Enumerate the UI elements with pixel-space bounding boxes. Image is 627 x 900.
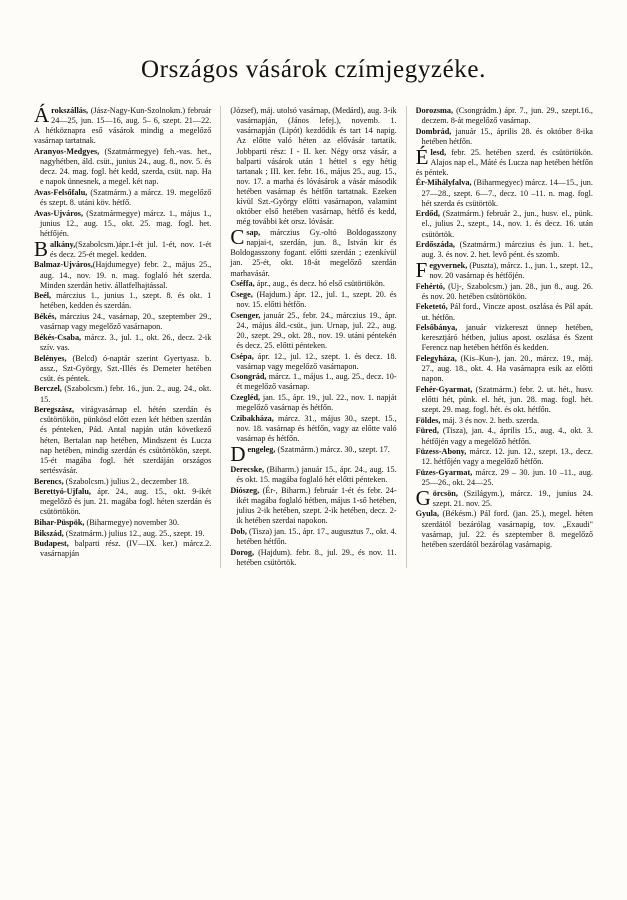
entry-detail: (Szatmárm.) márczius és jun. 1. het., aug. 3. és nov. 2. het. levő pént. és szomb. <box>421 240 593 260</box>
directory-entry <box>34 539 211 559</box>
entry-name: Derecske, <box>230 465 265 475</box>
entry-detail: Pál ford., Vincze apost. oszlása és Pál apát. ut. hétfőn. <box>421 302 593 322</box>
entry-name: engeleg, <box>247 444 276 454</box>
entry-name: Füzess-Abony, <box>415 447 467 457</box>
entry-detail: máj. 3 és nov. 2. hetb. szerda. <box>440 415 540 425</box>
entry-detail: (Szilágym.), márcz. 19., junius 24. szept. 21. nov. 25. <box>432 488 593 508</box>
entry-name: alkány, <box>50 239 76 249</box>
entry-name: Czibakháza, <box>230 413 274 423</box>
entry-detail: (Tisza) jan. 15., ápr. 17., augusztus 7., okt. 4. hetében hétfőn. <box>236 526 397 546</box>
directory-entry <box>34 236 212 261</box>
entry-name: Beregszász, <box>34 405 75 415</box>
entry-name: Ér-Mihályfalva, <box>415 178 472 188</box>
directory-entry <box>416 468 593 488</box>
directory-entry <box>34 384 211 404</box>
entry-detail: (Belcd) ó-naptár szerint Gyertyasz. b. assz., Szt-György, Szt.-Illés és Demeter hetében csüt. és péntek. <box>40 353 212 383</box>
entry-detail: (Szatmárm.) julius 12., aug. 25., szept. 19. <box>63 528 205 538</box>
entry-detail: virágvasárnap el. hétén szerdán és csütörtökön, pünkösd előtt ezen két hétben szerdán és pénteken, Pád. Antal napján után következő héten, Bertalan nap hetében, Mindszent és Lucza nap hetében, mindig szerdán és csütörtökön, szept. 15-ét magába fogl. hét szerdáján országos sertésvásár. <box>40 405 212 475</box>
directory-entry <box>416 447 593 467</box>
entry-name: Aranyos-Medgyes, <box>34 147 100 156</box>
directory-entry <box>34 209 211 239</box>
entry-name: Fehér-Gyarmat, <box>415 384 473 394</box>
entry-name: Felegyháza, <box>415 354 457 363</box>
entry-detail: febr. 25. hetében szerd. és csütörtökön. Alajos nap el., Máté és Lucza nap hetében hétfőn és péntek. <box>415 147 593 177</box>
directory-entry <box>230 441 396 466</box>
directory-entry <box>230 372 396 392</box>
entry-detail: (Szatmárm.) febr. 2. ut. hét., husv. előtti hét, pünk. el. hét, jun. 28. mag. fogl. hét. szept. 29. mag. fogl. hét. és okt. hétfőn. <box>421 384 593 415</box>
entry-detail: (Uj-, Szabolcsm.) jan. 28., jun 8., aug. 26. és nov. 20. hetében csütörtökön. <box>421 281 593 301</box>
entry-detail: márcz. 1., május 1., aug. 25., decz. 10-ét megelőző vasárnap. <box>236 372 397 392</box>
entry-name: Dombrád, <box>415 126 452 136</box>
entry-name: Földes, <box>415 415 441 425</box>
entry-detail: január 15., április 28. és október 8-ika hetében hétfőn. <box>421 126 593 146</box>
entry-name: Belényes, <box>34 353 67 363</box>
entry-name: Avas-Ujváros, <box>34 208 84 218</box>
entry-detail: (Ér-, Biharm.) február 1-ét és febr. 24-ikét magába foglaló hétben, május 1-ső hetében, julius 2-ik hetében, szept. 2-ik hetében, decz. 2-ik hetében szerdai napokon. <box>236 485 397 526</box>
directory-entry <box>34 188 211 208</box>
text-column-2 <box>220 106 406 568</box>
entry-dropcap: Á <box>34 103 50 127</box>
entry-detail: (Szabolcsm.)ápr.1-ét jul. 1-ét, nov. 1-ét és decz. 25-ét megel. kedden. <box>50 239 212 259</box>
directory-entry <box>416 106 593 126</box>
entry-detail: (Szatmárm.) a márcz. 19. megelőző és szept. 8. utáni köv. hétfő. <box>40 188 212 208</box>
entry-dropcap: C <box>230 225 245 249</box>
directory-entry <box>230 414 396 444</box>
entry-dropcap: F <box>415 257 428 282</box>
entry-name: Cséffa, <box>230 279 255 289</box>
directory-entry <box>416 302 593 322</box>
directory-entry <box>415 485 593 510</box>
directory-entry <box>34 260 211 290</box>
directory-entry <box>34 487 211 517</box>
entry-name: Gyula, <box>415 509 440 519</box>
directory-entry <box>230 393 396 413</box>
directory-entry <box>416 509 593 550</box>
entry-name: egyvernek, <box>429 260 468 270</box>
entry-detail: márcz. 29 – 30. jun. 10 –11., aug. 25—26., okt. 24—25. <box>421 467 593 487</box>
entry-detail: jan. 15., ápr. 19., jul. 22., nov. 1. napját megelőző vasárnap és hétfőn. <box>236 393 397 413</box>
entry-detail: január 25., febr. 24., márczius 19., ápr. 24., május áld.-csüt., jun. Urnap, jul. 22., aug. 20., szept. 29., okt. 28., nov. 19. utáni péntekén és decz. 25. előtti pénteken. <box>236 310 397 350</box>
directory-entry <box>416 282 593 302</box>
page-title: Országos vásárok czímjegyzéke. <box>141 56 486 83</box>
entry-detail: márcz. 3., jul. 1., okt. 26., decz. 2-ik szív. vas. <box>40 332 212 352</box>
directory-entry <box>416 416 593 426</box>
directory-entry <box>230 311 396 352</box>
entry-detail: márcz. 31., május 30., szept. 15., nov. 18. vasárnap és hétfőn, vagy az előtte való vasárnap és hétfőn. <box>236 413 397 443</box>
entry-name: Dob, <box>230 526 247 536</box>
entry-name: rokszállás, <box>51 106 89 115</box>
directory-entry <box>34 518 211 528</box>
entry-detail: (József), máj. utolsó vasárnap, (Medárd), aug. 3-ik vasárnapján, (János lefej.), novemb. 1. vasárnapján (Lipót) kezdődik és tart 14 napig. Az előtte való héten az elővásár tartatik. Jobbparti rész: I - II. ker. Négy orsz vásár, a balparti vásárok után 1 héttel s egy hétig tartanak ; III. ker. febr. 16., május 25., aug. 15., nov. 17. a marha és lóvásárok a vásár második hetében vasárnap és hétfőn tartatnak. Ezeken kívül Szt.-György előtti vasárnapon, valamint október első hetében vasárnap, hétfő és kedd, még további két orsz. lóvásár. <box>230 106 397 227</box>
entry-detail: (Szatmárm.) márcz. 30., szept. 17. <box>275 444 390 454</box>
entry-name: Czegléd, <box>230 393 261 402</box>
directory-entry <box>230 465 396 485</box>
entry-detail: márczius 24., vasárnap, 20., szeptember 29., vasárnap vagy megelőző vasárnapon. <box>40 312 212 332</box>
column-container <box>34 103 593 568</box>
directory-entry <box>34 354 211 384</box>
entry-name: Füzes-Gyarmat, <box>415 467 473 477</box>
entry-name: Feketetó, <box>415 302 448 312</box>
entry-name: Csege, <box>230 289 253 299</box>
entry-detail: (Jász-Nagy-Kun-Szolnokm.) február 24—25, jun. 15—16, aug. 5– 6, szept. 21—22. A hétköznapra eső vásárok mindig a megelőző vasárnap tartatnak. <box>34 106 212 146</box>
entry-name: Felsőbánya, <box>415 323 458 333</box>
entry-name: örcsön, <box>432 488 458 498</box>
entry-detail: márczius 1., junius 1., szept. 8. és okt. 1 hetében, kedden és szerdán. <box>40 291 212 311</box>
directory-entry <box>34 103 212 147</box>
entry-name: Erdőszáda, <box>415 240 455 250</box>
entry-name: Bihar-Püspök, <box>34 518 85 527</box>
directory-entry <box>34 405 211 476</box>
entry-dropcap: D <box>230 441 246 466</box>
entry-detail: márczius Gy.-oltó Boldogasszony napjai-t, szerdán, jun. 8., István kir és Boldogasszony fogant. előtti szerdán ; ezenkívül jan. 25-ét, okt. 18-át megelőző szerdán marhavásár. <box>230 228 397 278</box>
text-column-3 <box>407 106 593 550</box>
directory-entry <box>230 548 396 568</box>
entry-name: Budapest, <box>34 539 69 549</box>
directory-entry <box>230 527 396 547</box>
directory-entry <box>230 290 396 310</box>
directory-entry <box>416 354 593 384</box>
entry-detail: ápr., aug., és decz. hó első csütörtökön. <box>254 279 385 289</box>
directory-entry <box>415 257 593 282</box>
entry-name: Erdőd, <box>415 209 440 219</box>
entry-detail: (Hajdum.) ápr. 12., jul. 1., szept. 20. és nov. 15. előtti hétfőn. <box>236 289 397 309</box>
entry-detail: (Biharmegye) november 30. <box>84 518 180 527</box>
entry-detail: (Szatmárm.) február 2., jun., husv. el., pünk. el., julius 2., szept., 14., nov. 1. és decz. 16. után csütörtök. <box>421 209 593 239</box>
entry-dropcap: B <box>34 236 49 261</box>
entry-name: Berczel, <box>34 384 62 394</box>
entry-name: Berettyó-Ujfalu, <box>34 487 91 497</box>
entry-name: Avas-Felsőfalu, <box>34 188 88 197</box>
directory-entry <box>34 147 211 188</box>
entry-detail: (Tisza), jan. 4., április 15., aug. 4., okt. 3. hétfőjén vagy a megelőző hétfőn. <box>421 426 593 446</box>
directory-entry <box>416 178 593 208</box>
directory-entry <box>230 225 397 279</box>
directory-entry <box>230 106 396 228</box>
entry-detail: (Békésm.) Pál ford. (jan. 25.), megel. héten szerdától bezárólag vasárnapig, tov. „Exaudi" vasárnap, jul. 22. és szeptember 8. megelőző hetében szerdától bezárólag vasárnapig. <box>421 509 593 549</box>
entry-detail: (Szatmármegye) feh.-vas. het., nagyhétben, áld. csüt., junius 24., aug. 8., nov. 5. és decz. 24. mag. fogl. hét kedd, szerda, csüt. nap. Ha e napok ünnesnek, a megel. két nap. <box>40 147 212 187</box>
entry-name: Beél, <box>34 291 52 301</box>
entry-detail: január vizkereszt ünnep hetében, keresztjáró hétben, julius apost. oszlása és Szent Ferencz nap hetében hétfőn és kedden. <box>421 323 593 353</box>
directory-entry <box>416 426 593 446</box>
directory-entry <box>34 291 211 311</box>
entry-name: Csongrád, <box>230 372 267 382</box>
entry-name: Békés, <box>34 312 57 321</box>
entry-detail: (Puszta), márcz. 1., jun. 1., szept. 12., nov. 20 vasárnap és hétfőjén. <box>429 260 593 280</box>
entry-name: Füred, <box>415 426 439 436</box>
entry-name: Dorozsma, <box>415 106 453 115</box>
entry-detail: (Hajdum). febr. 8., jul. 29., és nov. 11. hetében csütörtök. <box>236 547 397 567</box>
entry-name: Csenger, <box>230 310 261 320</box>
entry-dropcap: É <box>415 144 429 169</box>
entry-name: Dorog, <box>230 547 255 557</box>
directory-entry <box>416 127 593 147</box>
entry-name: Csépa, <box>230 351 254 361</box>
entry-detail: ápr. 12., jul. 12., szept. 1. és decz. 18. vasárnap vagy megelőző vasárnapon. <box>236 351 397 371</box>
directory-entry <box>416 209 593 239</box>
directory-entry <box>34 333 211 353</box>
entry-detail: (Biharm.) január 15., ápr. 24., aug. 15. és okt. 15. magába foglaló hét előtti pénteken. <box>236 465 397 485</box>
directory-entry <box>416 240 593 260</box>
entry-name: lesd, <box>430 147 447 157</box>
entry-detail: (Szabolcsm.) febr. 16., jun. 2., aug. 24., okt. 15. <box>40 384 212 404</box>
entry-name: Berencs, <box>34 476 64 486</box>
directory-entry <box>34 477 211 487</box>
entry-detail: (Biharmegyec) márcz. 14—15., jun. 27—28., szept. 6—7., decz. 10 –11. n. mag. fogl. hét szerda és csütörtök. <box>421 178 593 208</box>
entry-dropcap: G <box>415 485 431 510</box>
entry-detail: (Szabolcsm.) julius 2., deczember 18. <box>63 476 189 486</box>
directory-entry <box>230 279 396 289</box>
entry-name: Balmaz-Ujváros, <box>34 260 93 270</box>
directory-entry <box>34 529 211 539</box>
directory-entry <box>416 323 593 353</box>
directory-entry <box>34 312 211 332</box>
entry-detail: (Szatmármegye) márcz. 1., május 1., junius 12., aug. 15., okt. 25. mag. fogl. het. hétfőjén. <box>40 208 212 238</box>
text-column-1 <box>34 103 220 560</box>
entry-name: sap, <box>246 228 261 237</box>
entry-detail: (Kis–Kun-), jan. 20., márcz. 19., máj. 27., aug. 18., okt. 4. Ha vasárnapra esik az előtti napon. <box>421 354 593 384</box>
directory-entry <box>230 486 396 527</box>
entry-detail: márcz. 12. jun. 12., szept. 13., decz. 12. hétfőjén vagy a megelőző hétfőn. <box>421 447 593 467</box>
entry-name: Diószeg, <box>230 485 260 495</box>
entry-name: Bikszád, <box>34 528 64 538</box>
entry-detail: (Csongrádm.) ápr. 7., jun. 29., szept.16., deczem. 8-át megelőző vasárnap. <box>421 106 593 126</box>
entry-name: Fehértó, <box>415 281 445 291</box>
directory-entry <box>416 385 593 415</box>
entry-detail: ápr. 24., aug. 15., okt. 9-ikét megelőző és jun. 21. magába fogl. héten szerdán és csütörtökön. <box>40 487 212 517</box>
directory-entry <box>415 144 593 178</box>
entry-name: Békés-Csaba, <box>34 332 82 342</box>
directory-entry <box>230 352 396 372</box>
entry-detail: (Hajdumegye) febr. 2., május 25., aug. 14., nov. 19. n. mag. foglaló hét szerda. Minden szerdán hetiv. állatfelhajtással. <box>40 260 212 290</box>
entry-detail: balparti rész. (IV—IX. ker.) márcz.2. vasárnapján <box>40 539 212 559</box>
